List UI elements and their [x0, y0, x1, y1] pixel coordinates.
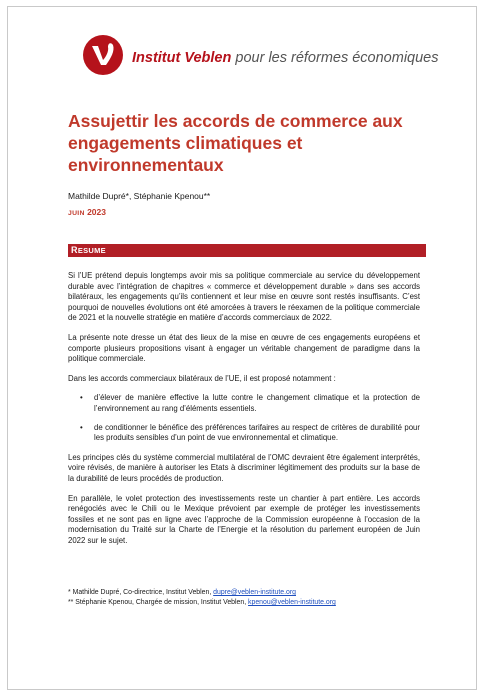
email-link[interactable]: kpenou@veblen-institute.org	[248, 599, 336, 606]
footnote-text: * Mathilde Dupré, Co-directrice, Institut Veblen,	[68, 589, 214, 596]
footnotes	[68, 588, 428, 608]
paragraph: La présente note dresse un état des lieux de la mise en œuvre de ces engagements européens et comporte plusieurs propositions visant à engager un véritable changement de paradigme dans la politique commerciale.	[68, 332, 420, 364]
footnote-text: ** Stéphanie Kpenou, Chargée de mission, Institut Veblen,	[68, 599, 249, 606]
summary-section-header: RESUME	[68, 244, 426, 257]
date-year: 2023	[87, 207, 106, 217]
logo-name: Institut Veblen	[132, 50, 232, 66]
logo-tagline: pour les réformes économiques	[235, 50, 439, 66]
footnote	[68, 598, 428, 608]
list-item-text: de conditionner le bénéfice des préférences tarifaires au respect de critères de durabilité pour les produits sensibles d’un point de vue environnemental et climatique.	[94, 422, 420, 443]
bullet-icon: •	[80, 422, 83, 432]
list-item	[80, 393, 420, 414]
document-title: Assujettir les accords de commerce aux engagements climatiques et environnementaux	[68, 111, 403, 175]
logo-wordmark	[132, 50, 439, 66]
paragraph: Les principes clés du système commercial multilatéral de l’OMC devraient être également interprétés, voire révisés, de manière à autoriser les Etats à discriminer légitimement des produits sur la base de la durabilité de leurs procédés de production.	[68, 452, 420, 483]
email-link[interactable]: dupre@veblen-institute.org	[213, 589, 296, 596]
list-item-text: d’élever de manière effective la lutte contre le changement climatique et la protection de l’environnement au rang d’éléments essentiels.	[94, 393, 420, 413]
summary-body	[68, 271, 420, 555]
date-month: JUIN	[68, 210, 85, 217]
bullet-icon: •	[80, 393, 83, 403]
publication-date	[68, 207, 106, 217]
proposal-list	[68, 393, 420, 443]
veblen-v-logo-icon	[82, 34, 124, 76]
authors: Mathilde Dupré*, Stéphanie Kpenou**	[68, 191, 211, 201]
paragraph: En parallèle, le volet protection des investissements reste un chantier à part entière. Les accords renégociés avec le Chili ou le Mexique prévoient par exemple de protéger les investissements fossiles et ne sont pas en ligne avec l’approche de la Commission européenne à l’occasion de la modernisation du Traité sur la Charte de l’Energie et la résolution du parlement européen de Juin 2022 sur le sujet.	[68, 493, 420, 545]
paragraph: Si l’UE prétend depuis longtemps avoir mis sa politique commerciale au service du développement durable avec l’intégration de chapitres « commerce et développement durable » dans ses accords bilatéraux, les engagements qu’ils contiennent et leur mise en œuvre sont restés insuffisants. C’est pourquoi de nouvelles évolutions ont été amorcées à travers le réexamen de la politique commerciale de 2021 et la nouvelle stratégie en matière d’accords commerciaux de 2022.	[68, 271, 420, 323]
list-item	[80, 422, 420, 444]
paragraph: Dans les accords commerciaux bilatéraux de l’UE, il est proposé notamment :	[68, 373, 336, 383]
footnote	[68, 588, 428, 598]
institute-logo	[82, 34, 439, 76]
